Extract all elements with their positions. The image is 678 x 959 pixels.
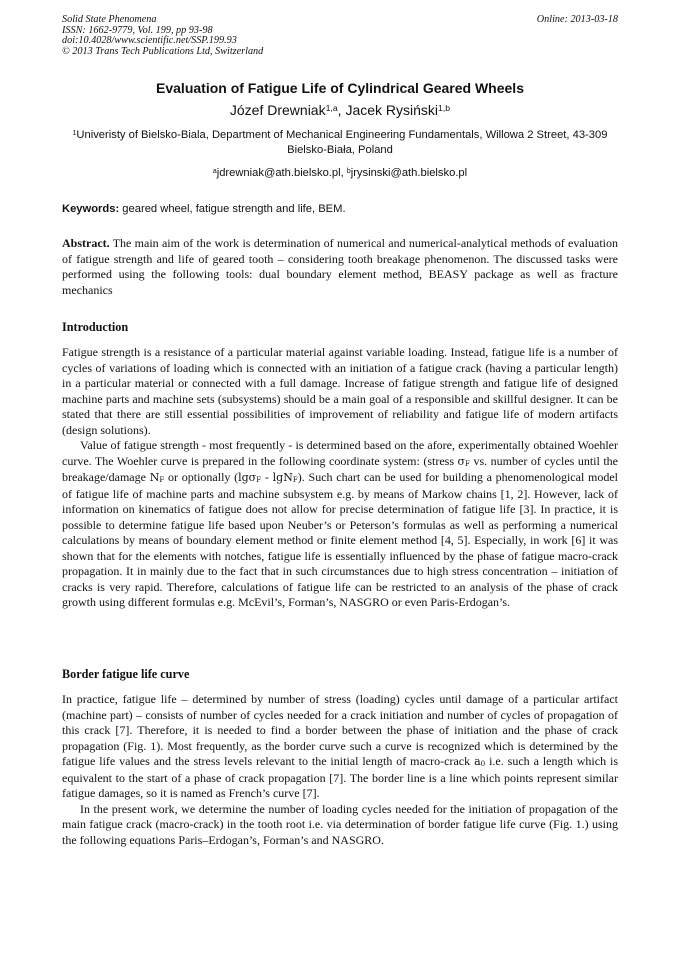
subscript-0: 0: [480, 759, 486, 769]
n-symbol: [150, 471, 165, 484]
author-line: [62, 101, 618, 119]
email-a: jdrewniak@ath.bielsko.pl,: [216, 167, 347, 179]
lg-sigma-symbol: [238, 471, 261, 484]
n-glyph: N: [149, 471, 160, 484]
text-run: i.e. such a length which is equivalent to the start of a phase of crack propagation [7]. The border line is a line which points represent similar fatigue damages, so it is named as French’s curve [7].: [62, 754, 618, 800]
text-run: or optionally (: [164, 470, 239, 484]
doi-line: doi:10.4028/www.scientific.net/SSP.199.93: [62, 35, 237, 47]
keywords-label: Keywords:: [62, 203, 120, 215]
author-separator: ,: [337, 102, 346, 118]
subscript-f: F: [465, 458, 470, 468]
sigma-glyph: σ: [457, 454, 466, 468]
introduction-paragraph-2: [62, 438, 618, 611]
a-glyph: a: [474, 755, 481, 768]
lg-n-glyph: lgN: [272, 471, 293, 484]
sigma-symbol: [458, 455, 470, 468]
text-run: vs. number of cycles until the breakage/damage: [62, 453, 618, 484]
border-curve-body: [62, 692, 618, 848]
author-1-sup: 1,a: [325, 103, 338, 114]
border-curve-heading: Border fatigue life curve: [62, 667, 190, 681]
subscript-f: F: [256, 475, 262, 485]
email-b: jrysinski@ath.bielsko.pl: [350, 167, 468, 179]
abstract-text: The main aim of the work is determination of numerical and numerical-analytical methods of evaluation of fatigue strength and life of geared tooth – considering tooth breakage phenomenon. The discussed tasks were performed using the following tools: dual boundary element method, BEASY package as well as fracture mechanics: [62, 236, 618, 297]
email-a-sup: a: [212, 167, 217, 175]
author-2: Jacek Rysiński: [345, 102, 439, 118]
paper-title: Evaluation of Fatigue Life of Cylindrical Geared Wheels: [156, 80, 524, 96]
abstract-label: Abstract.: [62, 236, 110, 250]
affiliation-sup: 1: [72, 129, 77, 137]
author-2-sup: 1,b: [438, 103, 451, 114]
journal-header: [62, 15, 618, 57]
a0-symbol: [474, 755, 485, 768]
border-paragraph-2: In the present work, we determine the number of loading cycles needed for the initiation of propagation of the main fatigue crack (macro-crack) in the tooth root i.e. via determination of border fatigue life curve (Fig. 1.) using the following equations Paris–Erdogan’s, Forman’s and NASGRO.: [62, 801, 618, 847]
affiliation: [62, 128, 618, 158]
online-date: Online: 2013-03-18: [536, 14, 618, 25]
author-1: Józef Drewniak: [229, 102, 326, 118]
subscript-f: F: [159, 475, 165, 485]
journal-name: Solid State Phenomena: [62, 14, 157, 25]
text-run: -: [261, 470, 273, 484]
text-run: Value of fatigue strength - most frequently - is determined based on the afore, experimentally obtained Woehler curve. The Woehler curve is prepared in the following coordinate system: (stress: [62, 438, 618, 468]
abstract: [62, 236, 618, 298]
affiliation-text: Univeristy of Bielsko-Biala, Department of Mechanical Engineering Fundamentals, Willowa 2 Street, 43-309 Bielsko-Biała, Poland: [76, 129, 608, 156]
subscript-f: F: [292, 475, 298, 485]
introduction-heading: Introduction: [62, 320, 129, 334]
border-paragraph-1: [62, 692, 618, 802]
introduction-body: [62, 345, 618, 611]
text-run: In practice, fatigue life – determined by number of stress (loading) cycles until damage of a particular artifact (machine part) – consists of number of cycles needed for a crack initiation and number of cycles of propagation of this crack [7]. Therefore, it is needed to find a border between the phase of initiation and the phase of crack propagation (Fig. 1). Most frequently, as the border curve such a curve is recognized which is determined by the fatigue life values and the stress levels relevant to the initial length of macro-crack: [62, 692, 618, 768]
email-b-sup: b: [346, 167, 351, 175]
introduction-paragraph-1: Fatigue strength is a resistance of a particular material against variable loading. Instead, fatigue life is a number of cycles of variations of loading which is connected with an initiation of a fatigue crack (having a particular length) in a particular material or connected with a full damage. Increase of fatigue strength and fatigue life of designed machine parts and machine sets (subsystems) should be a main goal of a responsible and skillful designer. It can be stated that there are still essential possibilities of improvement of reliability and fatigue life of modern artifacts (design solutions).: [62, 345, 618, 437]
author-emails: [62, 166, 618, 181]
copyright-line: © 2013 Trans Tech Publications Ltd, Switzerland: [62, 45, 264, 57]
lg-sigma-glyph: lgσ: [238, 471, 257, 484]
lg-n-symbol: [273, 471, 298, 484]
text-run: ). Such chart can be used for building a phenomenological model of fatigue life of machine parts and machine subsystem e.g. by means of Markow chains [1, 2]. However, lack of information on kinematics of fatigue does not allow for precise determination of fatigue life [3]. In practice, it is possible to determine fatigue life based upon Neuber’s or Peterson’s formulas as well as performing a numerical calculations by means of boundary element method or finite element method [4, 5]. Especially, in work [6] it was shown that for the elements with notches, fatigue life is essentially influenced by the phase of fatigue macro-crack propagation. It in mainly due to the fact that in such circumstances due to high stress concentration – initiation of cracks is very rapid. Therefore, calculations of fatigue life can be restricted to an analysis of the phase of crack growth using different formulas e.g. McEvil’s, Forman’s, NASGRO or even Paris-Erdogan’s.: [62, 470, 618, 609]
keywords-text: geared wheel, fatigue strength and life, BEM.: [119, 203, 346, 215]
keywords: [62, 202, 618, 217]
issn-line: ISSN: 1662-9779, Vol. 199, pp 93-98: [62, 24, 213, 36]
